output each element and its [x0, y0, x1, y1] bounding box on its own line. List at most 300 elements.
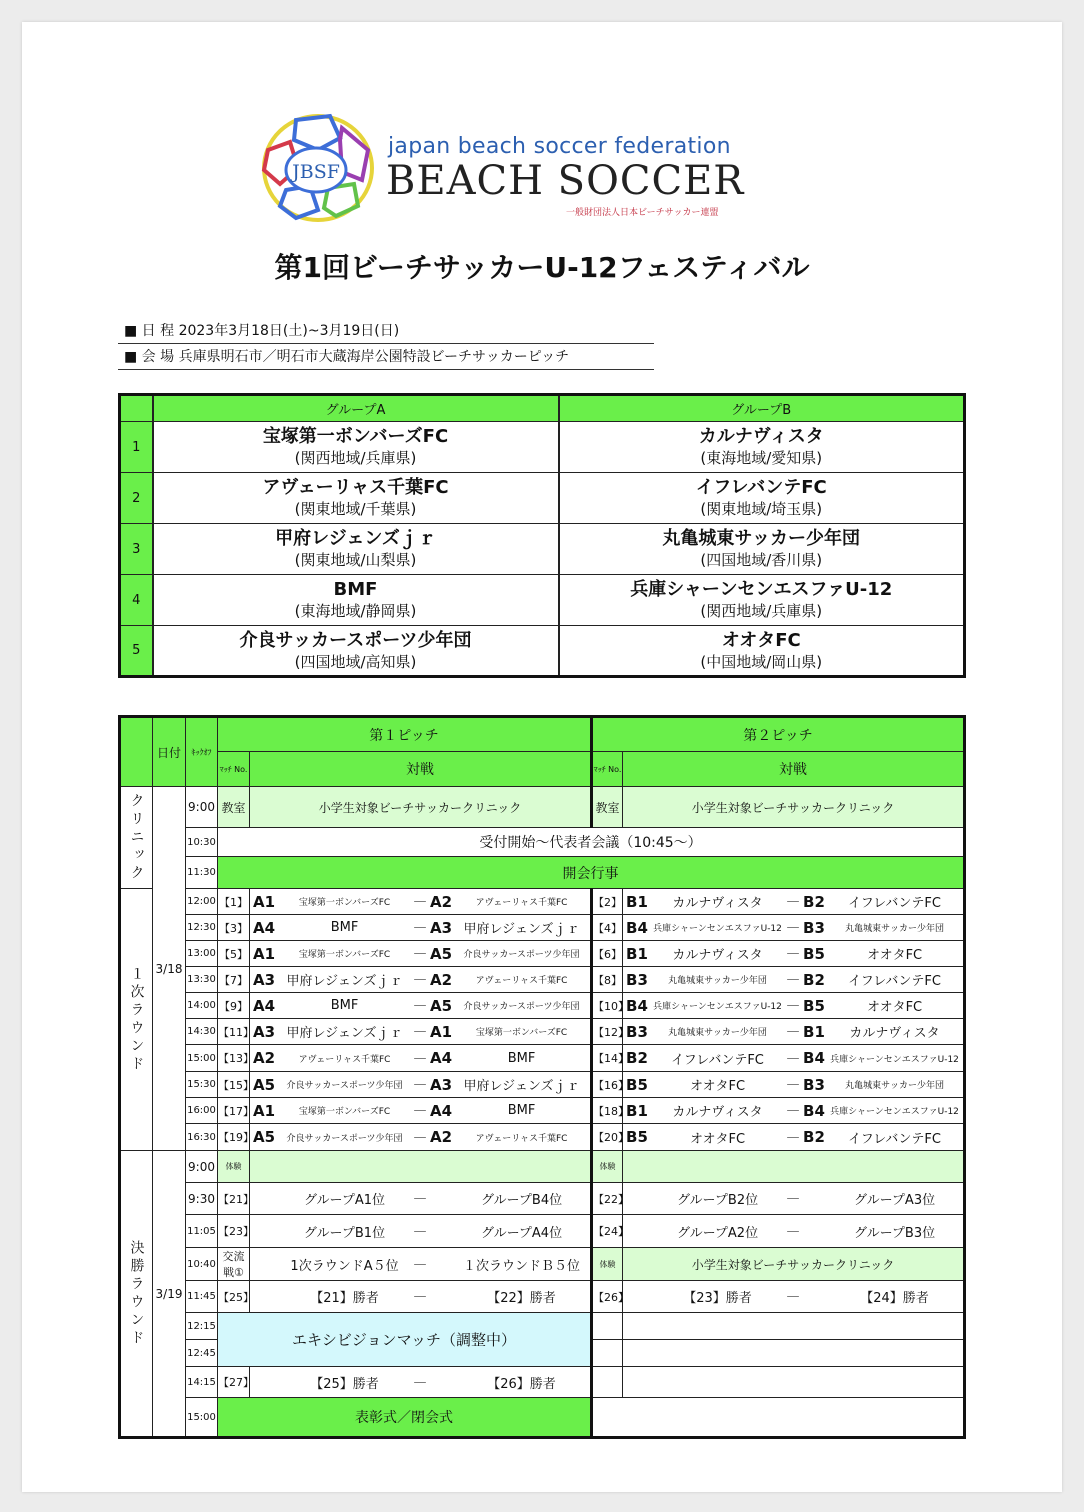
- kickoff-time: 16:00: [186, 1098, 218, 1124]
- kickoff-time: 9:00: [186, 1151, 218, 1183]
- away-code: A1: [430, 1022, 453, 1041]
- home-team: アヴェーリャス千葉FC: [298, 1054, 391, 1065]
- home-team: 介良サッカースポーツ少年団: [286, 1133, 403, 1144]
- versus-dash: —: [413, 946, 427, 961]
- seed-number: 2: [120, 473, 153, 524]
- away-code: B5: [803, 944, 825, 963]
- empty-match-cell: [623, 1340, 965, 1367]
- home-code: A1: [253, 1101, 276, 1120]
- match-pairing: [623, 1049, 963, 1068]
- away-code: B3: [803, 918, 825, 937]
- match-pairing: [250, 1075, 590, 1094]
- team-region: (中国地域/岡山県): [700, 652, 823, 671]
- team-region: (東海地域/静岡県): [294, 602, 417, 620]
- seed-number: 4: [120, 575, 153, 626]
- home-team: カルナヴィスタ: [672, 1105, 763, 1120]
- schedule-row: [120, 857, 965, 889]
- session-cell: 小学生対象ビーチサッカークリニック: [623, 1248, 965, 1281]
- match-number: 【19】: [218, 1124, 250, 1151]
- away-team: 【22】勝者: [487, 1291, 556, 1306]
- match-cell: [623, 1183, 965, 1215]
- team-cell-b: [559, 626, 965, 677]
- match-number: 【8】: [592, 967, 623, 993]
- away-team: 【26】勝者: [487, 1376, 556, 1392]
- group-header: グループB: [559, 395, 965, 422]
- schedule-row: [120, 1281, 965, 1313]
- team-region: (関西地域/兵庫県): [294, 449, 417, 467]
- team-cell-b: [559, 524, 965, 575]
- versus-dash: —: [413, 1103, 427, 1118]
- match-pairing: [250, 1102, 590, 1120]
- team-region: (四国地域/高知県): [294, 652, 417, 671]
- kickoff-time: 13:30: [186, 967, 218, 993]
- schedule-row: [120, 1367, 965, 1398]
- away-team: 兵庫シャーンセンエスファU-12: [830, 1107, 959, 1117]
- group-row: [120, 473, 965, 524]
- kickoff-time: 14:30: [186, 1019, 218, 1045]
- pitch1-header: 第１ピッチ: [218, 717, 592, 752]
- home-team: 甲府レジェンズｊｒ: [286, 974, 403, 989]
- match-pairing: [250, 1287, 590, 1306]
- versus-dash: —: [786, 1050, 800, 1066]
- away-team: グループB4位: [480, 1193, 563, 1208]
- kickoff-time: 9:00: [186, 787, 218, 828]
- match-cell: [250, 1019, 592, 1045]
- kickoff-time: 9:30: [186, 1183, 218, 1215]
- section-label-round1: １次ラウンド: [120, 889, 153, 1151]
- match-cell: [623, 967, 965, 993]
- session-cell: [250, 1151, 592, 1183]
- away-code: A2: [430, 1128, 453, 1146]
- team-name: 宝塚第一ボンバーズFC: [262, 426, 449, 447]
- away-code: B4: [803, 1049, 825, 1067]
- away-code: B5: [803, 996, 825, 1015]
- away-code: B3: [803, 1075, 825, 1094]
- logo-wordmark: BEACH SOCCER: [386, 158, 745, 204]
- kickoff-time: 15:00: [186, 1045, 218, 1072]
- group-row: [120, 422, 965, 473]
- schedule-row: [120, 1045, 965, 1072]
- team-name: オオタFC: [721, 629, 801, 651]
- home-team: グループA2位: [676, 1225, 759, 1241]
- away-team: １次ラウンドＢ５位: [463, 1258, 581, 1274]
- home-code: A1: [253, 944, 276, 963]
- away-code: B4: [803, 1101, 825, 1120]
- versus-dash: —: [786, 1077, 800, 1092]
- home-team: カルナヴィスタ: [672, 948, 763, 963]
- away-team: グループA3位: [853, 1193, 936, 1208]
- team-name: アヴェーリャス千葉FC: [262, 477, 449, 498]
- team-name: BMF: [333, 579, 378, 600]
- match-pairing: [623, 919, 963, 937]
- match-pairing: [250, 1049, 590, 1067]
- match-header: 対戦: [250, 752, 592, 787]
- match-pairing: [623, 1022, 963, 1041]
- corner-cell: [120, 395, 153, 422]
- match-number: 【27】: [218, 1367, 250, 1398]
- kickoff-time: 11:05: [186, 1215, 218, 1248]
- home-team: 【21】勝者: [310, 1291, 379, 1306]
- team-name: 兵庫シャーンセンエスファU-12: [630, 579, 893, 600]
- match-pairing: [250, 1022, 590, 1041]
- schedule-row: [120, 993, 965, 1019]
- match-pairing: [623, 970, 963, 989]
- home-code: B5: [626, 1075, 648, 1094]
- away-team: 甲府レジェンズｊｒ: [463, 922, 580, 937]
- match-cell: [250, 993, 592, 1019]
- versus-dash: —: [413, 1289, 427, 1304]
- match-cell: [623, 915, 965, 941]
- match-cell: [250, 1072, 592, 1098]
- org-name: 一般財団法人日本ビーチサッカー連盟: [566, 208, 719, 218]
- empty-match-cell: [623, 1313, 965, 1340]
- match-pairing: [250, 1255, 590, 1274]
- away-code: A2: [430, 970, 453, 989]
- match-pairing: [250, 1189, 590, 1208]
- match-pairing: [250, 1128, 590, 1146]
- kickoff-time: 12:15: [186, 1313, 218, 1340]
- match-pairing: [250, 997, 590, 1015]
- home-team: カルナヴィスタ: [672, 896, 763, 911]
- match-number: 【16】: [592, 1072, 623, 1098]
- section-label-clinic: クリニック: [120, 787, 153, 889]
- match-cell: [623, 941, 965, 967]
- empty-cell: [592, 1398, 965, 1438]
- schedule-row: [120, 1019, 965, 1045]
- match-number: 【24】: [592, 1215, 623, 1248]
- match-cell: [250, 889, 592, 915]
- home-code: A5: [253, 1128, 276, 1146]
- team-region: (関東地域/埼玉県): [700, 500, 823, 518]
- versus-dash: —: [786, 1191, 800, 1206]
- match-pairing: [623, 1189, 963, 1208]
- versus-dash: —: [786, 1103, 800, 1118]
- empty-match-cell: [623, 1367, 965, 1398]
- group-row: [120, 524, 965, 575]
- match-cell: [623, 1019, 965, 1045]
- match-no-header: ﾏｯﾁ No.: [218, 752, 250, 787]
- federation-name: japan beach soccer federation: [388, 134, 731, 159]
- team-cell-b: [559, 575, 965, 626]
- schedule-row: [120, 889, 965, 915]
- full-width-event: 開会行事: [218, 857, 965, 889]
- group-row: [120, 575, 965, 626]
- home-team: グループB2位: [676, 1193, 759, 1208]
- versus-dash: —: [786, 972, 800, 987]
- away-team: 介良サッカースポーツ少年団: [463, 950, 580, 960]
- match-number: 【21】: [218, 1183, 250, 1215]
- home-team: オオタFC: [689, 1131, 746, 1147]
- versus-dash: —: [413, 1256, 427, 1272]
- section-label-final: 決勝ラウンド: [120, 1151, 153, 1438]
- away-team: カルナヴィスタ: [849, 1026, 940, 1041]
- away-team: BMF: [507, 1103, 536, 1118]
- versus-dash: —: [413, 1223, 427, 1239]
- match-number: 【15】: [218, 1072, 250, 1098]
- match-pairing: [250, 1373, 590, 1392]
- session-label: 教室: [218, 787, 250, 828]
- svg-text:JBSF: JBSF: [292, 161, 340, 183]
- home-team: 兵庫シャーンセンエスファU-12: [653, 1002, 782, 1012]
- match-cell: [250, 1183, 592, 1215]
- team-region: (関東地域/千葉県): [294, 500, 417, 518]
- match-pairing: [623, 892, 963, 911]
- match-number: 【5】: [218, 941, 250, 967]
- soccer-ball-icon: [258, 110, 383, 225]
- group-row: [120, 626, 965, 677]
- date-cell: 3/18: [153, 787, 186, 1151]
- versus-dash: —: [413, 920, 427, 935]
- match-cell: [250, 1215, 592, 1248]
- kickoff-time: 10:30: [186, 828, 218, 857]
- schedule-row: [120, 1098, 965, 1124]
- away-team: グループB3位: [853, 1225, 936, 1241]
- match-cell: [623, 993, 965, 1019]
- away-team: オオタFC: [866, 1000, 923, 1015]
- home-code: B4: [626, 996, 648, 1015]
- session-label: 教室: [592, 787, 623, 828]
- schedule-row: [120, 1124, 965, 1151]
- versus-dash: —: [786, 946, 800, 961]
- team-name: イフレバンテFC: [695, 477, 827, 498]
- match-cell: [623, 1281, 965, 1313]
- seed-number: 5: [120, 626, 153, 677]
- schedule-row: [120, 941, 965, 967]
- home-code: A4: [253, 996, 276, 1015]
- match-pairing: [250, 918, 590, 937]
- versus-dash: —: [786, 998, 800, 1013]
- match-header: 対戦: [623, 752, 965, 787]
- away-team: 介良サッカースポーツ少年団: [463, 1002, 580, 1012]
- team-name: 丸亀城東サッカー少年団: [662, 528, 861, 549]
- match-cell: [250, 1367, 592, 1398]
- away-team: イフレバンテFC: [848, 896, 941, 911]
- match-number: 【10】: [592, 993, 623, 1019]
- team-region: (東海地域/愛知県): [700, 449, 823, 467]
- home-team: BMF: [330, 998, 359, 1013]
- versus-dash: —: [413, 972, 427, 987]
- away-code: B1: [803, 1022, 825, 1041]
- match-pairing: [623, 1287, 963, 1306]
- home-team: 丸亀城東サッカー少年団: [668, 1028, 767, 1038]
- schedule-row: [120, 1398, 965, 1438]
- home-team: 宝塚第一ボンバーズFC: [298, 898, 391, 908]
- match-number: 【1】: [218, 889, 250, 915]
- home-team: 【25】勝者: [310, 1376, 379, 1392]
- team-cell-a: [153, 422, 559, 473]
- versus-dash: —: [413, 998, 427, 1013]
- schedule-row: [120, 787, 965, 828]
- venue-info: ■ 会 場 兵庫県明石市／明石市大蔵海岸公園特設ビーチサッカーピッチ: [118, 346, 654, 370]
- schedule-row: [120, 1151, 965, 1183]
- away-team: グループA4位: [480, 1225, 563, 1241]
- away-code: A3: [430, 1075, 453, 1094]
- match-cell: [623, 1124, 965, 1151]
- match-number: 【7】: [218, 967, 250, 993]
- team-region: (関東地域/山梨県): [294, 551, 417, 569]
- away-team: アヴェーリャス千葉FC: [475, 976, 568, 986]
- kickoff-time: 12:45: [186, 1340, 218, 1367]
- schedule-row: [120, 1183, 965, 1215]
- kickoff-time: 12:30: [186, 915, 218, 941]
- match-number: 【2】: [592, 889, 623, 915]
- home-team: オオタFC: [689, 1079, 746, 1094]
- pitch2-header: 第２ピッチ: [592, 717, 965, 752]
- match-number: 【13】: [218, 1045, 250, 1072]
- home-team: 兵庫シャーンセンエスファU-12: [653, 924, 782, 934]
- match-number: 【17】: [218, 1098, 250, 1124]
- home-code: A4: [253, 918, 276, 937]
- kickoff-time: 14:00: [186, 993, 218, 1019]
- versus-dash: —: [413, 1050, 427, 1066]
- group-header: グループA: [153, 395, 559, 422]
- ceremony-cell: 表彰式／閉会式: [218, 1398, 592, 1438]
- versus-dash: —: [413, 1024, 427, 1039]
- match-number: 【12】: [592, 1019, 623, 1045]
- team-cell-a: [153, 473, 559, 524]
- versus-dash: —: [786, 920, 800, 935]
- away-code: A5: [430, 996, 453, 1015]
- session-label: 体験: [592, 1248, 623, 1281]
- away-code: B2: [803, 892, 825, 911]
- schedule-table: [118, 715, 966, 1439]
- match-pairing: [623, 1075, 963, 1094]
- home-team: 甲府レジェンズｊｒ: [286, 1026, 403, 1041]
- match-pairing: [623, 1128, 963, 1147]
- versus-dash: —: [786, 1129, 800, 1145]
- seed-number: 3: [120, 524, 153, 575]
- team-cell-b: [559, 422, 965, 473]
- schedule-row: [120, 1072, 965, 1098]
- home-team: 宝塚第一ボンバーズFC: [298, 950, 391, 960]
- match-cell: [250, 941, 592, 967]
- away-code: B2: [803, 1128, 825, 1146]
- home-team: イフレバンテFC: [671, 1052, 764, 1068]
- corner-cell: [120, 717, 153, 787]
- team-cell-a: [153, 575, 559, 626]
- versus-dash: —: [413, 1191, 427, 1206]
- date-header: 日付: [153, 717, 186, 787]
- versus-dash: —: [413, 1374, 427, 1390]
- schedule-row: [120, 915, 965, 941]
- match-number: 【9】: [218, 993, 250, 1019]
- match-pairing: [250, 945, 590, 963]
- kickoff-time: 11:45: [186, 1281, 218, 1313]
- session-label: 体験: [218, 1151, 250, 1183]
- kickoff-time: 10:40: [186, 1248, 218, 1281]
- home-code: A1: [253, 892, 276, 911]
- match-cell: [250, 1098, 592, 1124]
- home-team: 1次ラウンドA５位: [290, 1258, 399, 1274]
- team-name: 介良サッカースポーツ少年団: [239, 629, 472, 651]
- match-number: 【25】: [218, 1281, 250, 1313]
- match-cell: [250, 1124, 592, 1151]
- match-pairing: [623, 996, 963, 1015]
- team-cell-a: [153, 524, 559, 575]
- match-cell: [623, 1045, 965, 1072]
- empty-match-number: [592, 1313, 623, 1340]
- home-code: A3: [253, 970, 276, 989]
- home-code: A5: [253, 1075, 276, 1094]
- home-team: 丸亀城東サッカー少年団: [668, 976, 767, 986]
- match-pairing: [623, 1101, 963, 1120]
- schedule-info: ■ 日 程 2023年3月18日(土)~3月19日(日): [118, 320, 654, 344]
- away-code: A4: [430, 1101, 453, 1120]
- match-number: 【11】: [218, 1019, 250, 1045]
- empty-match-number: [592, 1340, 623, 1367]
- session-cell: 小学生対象ビーチサッカークリニック: [623, 787, 965, 828]
- match-number: 【4】: [592, 915, 623, 941]
- away-team: アヴェーリャス千葉FC: [475, 1133, 568, 1144]
- match-number: 交流戦①: [218, 1248, 250, 1281]
- match-number: 【20】: [592, 1124, 623, 1151]
- team-region: (関西地域/兵庫県): [700, 602, 823, 620]
- team-region: (四国地域/香川県): [700, 551, 823, 569]
- away-team: イフレバンテFC: [848, 1131, 941, 1147]
- exhibition-cell: エキシビジョンマッチ（調整中）: [218, 1313, 592, 1367]
- match-number: 【22】: [592, 1183, 623, 1215]
- kickoff-time: 15:00: [186, 1398, 218, 1438]
- away-team: オオタFC: [866, 948, 923, 963]
- kickoff-time: 13:00: [186, 941, 218, 967]
- group-header-row: [120, 395, 965, 422]
- match-number: 【23】: [218, 1215, 250, 1248]
- home-code: B3: [626, 1022, 648, 1041]
- date-cell: 3/19: [153, 1151, 186, 1438]
- home-code: A2: [253, 1049, 276, 1067]
- home-code: A3: [253, 1022, 276, 1041]
- away-team: 宝塚第一ボンバーズFC: [475, 1028, 568, 1038]
- kickoff-header: ｷｯｸｵﾌ: [186, 717, 218, 787]
- schedule-row: [120, 828, 965, 857]
- home-code: B5: [626, 1128, 648, 1146]
- match-pairing: [250, 893, 590, 911]
- schedule-row: [120, 1215, 965, 1248]
- away-code: A2: [430, 892, 453, 911]
- home-team: BMF: [330, 920, 359, 935]
- away-team: 【24】勝者: [860, 1291, 929, 1306]
- match-pairing: [623, 944, 963, 963]
- match-cell: [623, 1098, 965, 1124]
- home-code: B1: [626, 1101, 648, 1120]
- match-cell: [623, 1072, 965, 1098]
- home-team: 介良サッカースポーツ少年団: [286, 1081, 403, 1091]
- away-team: 丸亀城東サッカー少年団: [845, 924, 944, 934]
- match-number: 【18】: [592, 1098, 623, 1124]
- seed-number: 1: [120, 422, 153, 473]
- home-code: B4: [626, 918, 648, 937]
- home-code: B3: [626, 970, 648, 989]
- match-cell: [623, 1215, 965, 1248]
- home-team: 【23】勝者: [683, 1291, 752, 1306]
- group-table: [118, 393, 966, 678]
- match-pairing: [250, 1222, 590, 1241]
- home-team: グループB1位: [303, 1225, 386, 1241]
- kickoff-time: 11:30: [186, 857, 218, 889]
- match-number: 【26】: [592, 1281, 623, 1313]
- full-width-event: 受付開始～代表者会議（10:45～）: [218, 828, 965, 857]
- session-cell: 小学生対象ビーチサッカークリニック: [250, 787, 592, 828]
- versus-dash: —: [786, 894, 800, 909]
- match-number: 【6】: [592, 941, 623, 967]
- home-code: B2: [626, 1049, 648, 1067]
- match-no-header: ﾏｯﾁ No.: [592, 752, 623, 787]
- jbsf-logo: [258, 110, 758, 230]
- home-code: B1: [626, 892, 648, 911]
- schedule-row: [120, 1313, 965, 1340]
- home-team: グループA1位: [303, 1193, 386, 1208]
- away-team: 兵庫シャーンセンエスファU-12: [830, 1054, 959, 1065]
